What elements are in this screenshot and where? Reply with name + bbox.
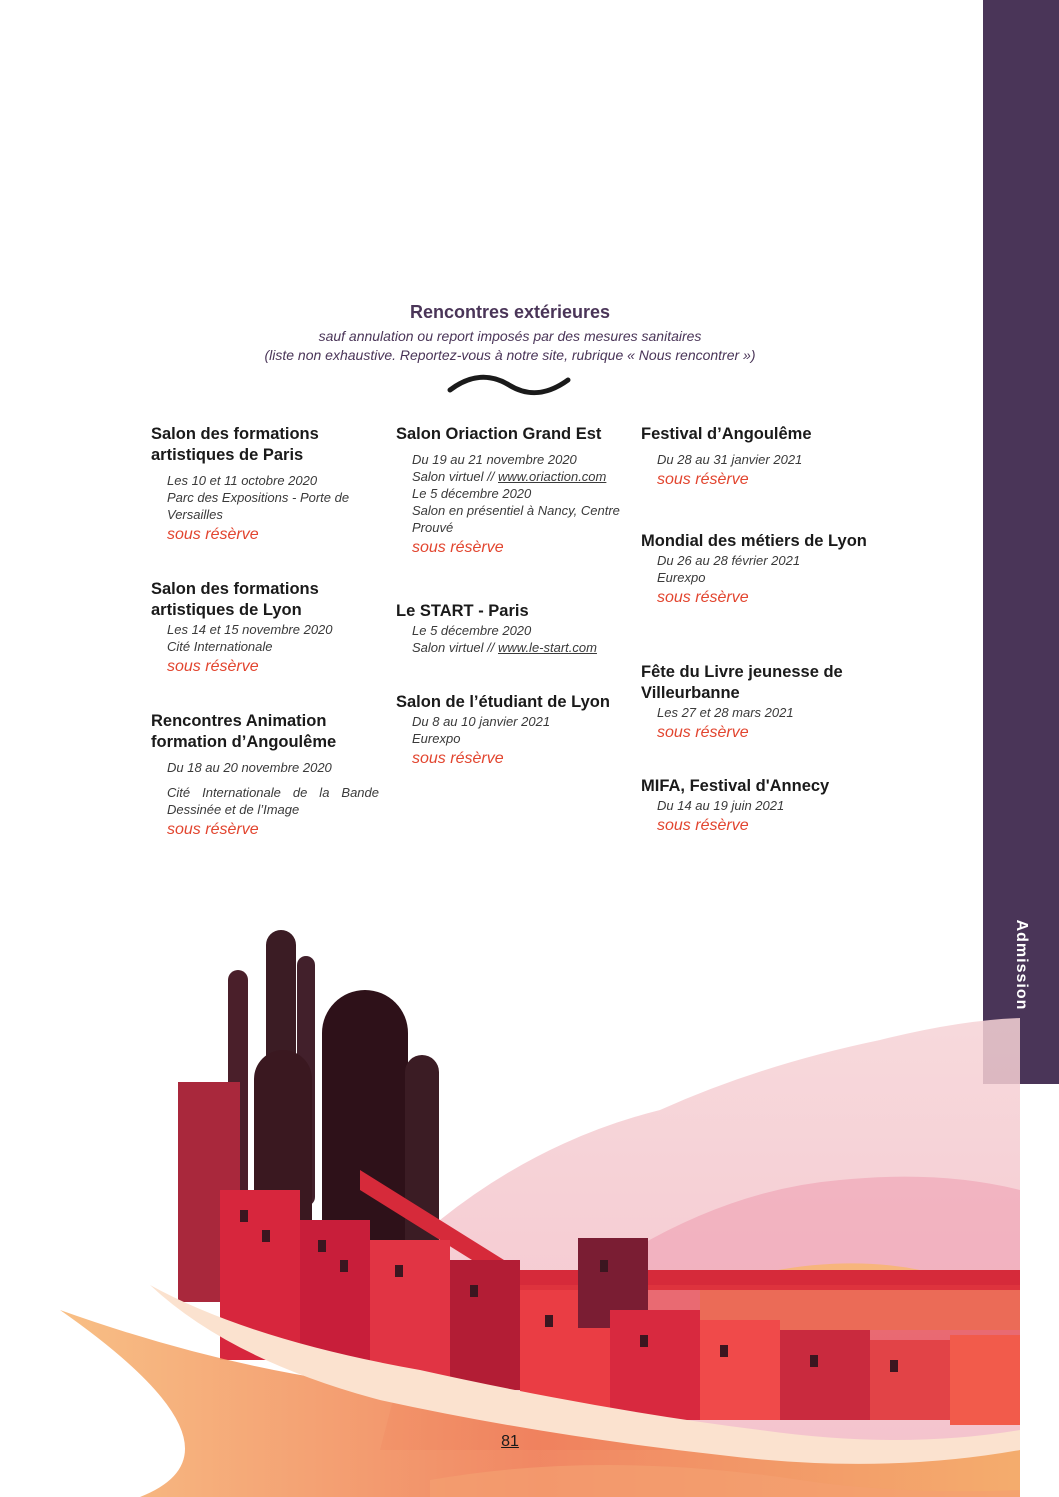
event-paris bbox=[151, 424, 391, 545]
event-date: Du 14 au 19 juin 2021 bbox=[657, 798, 785, 813]
city-illustration bbox=[0, 890, 1030, 1497]
event-title: Salon de l’étudiant de Lyon bbox=[396, 693, 610, 711]
page-title: Rencontres extérieures bbox=[409, 302, 611, 322]
subtitle-line-2: (liste non exhaustive. Reportez-vous à notre site, rubrique « Nous rencontrer ») bbox=[264, 347, 756, 363]
event-date: Le 5 décembre 2020 bbox=[412, 623, 532, 638]
page-number: 81 bbox=[501, 1433, 519, 1450]
reserve-note: sous résèrve bbox=[657, 724, 749, 741]
event-date: Du 19 au 21 novembre 2020 bbox=[412, 452, 577, 467]
event-lyon bbox=[151, 579, 391, 677]
event-date: Les 10 et 11 octobre 2020 bbox=[167, 473, 318, 488]
event-date: Du 8 au 10 janvier 2021 bbox=[412, 714, 551, 729]
event-title: Salon des formations artistiques de Paris bbox=[151, 425, 319, 464]
event-venue: Eurexpo bbox=[412, 731, 461, 746]
reserve-note: sous résèrve bbox=[412, 539, 504, 556]
event-venue: Salon en présentiel à Nancy, Centre Prouvé bbox=[412, 503, 620, 535]
event-venue: Parc des Expositions - Porte de Versailles bbox=[167, 490, 350, 522]
event-date: Du 28 au 31 janvier 2021 bbox=[657, 452, 803, 467]
tilde-divider-icon bbox=[446, 372, 572, 398]
event-mifa-annecy bbox=[641, 776, 881, 836]
event-virtual bbox=[412, 468, 636, 485]
reserve-note: sous résèrve bbox=[167, 821, 259, 838]
event-livre-jeunesse bbox=[641, 662, 881, 743]
reserve-note: sous résèrve bbox=[167, 658, 259, 675]
event-title: MIFA, Festival d'Annecy bbox=[641, 777, 830, 795]
event-venue: Cité Internationale de la Bande Dessinée et de l’Image bbox=[167, 785, 379, 817]
event-title: Festival d’Angoulême bbox=[641, 425, 812, 443]
subtitle-line-1: sauf annulation ou report imposés par des mesures sanitaires bbox=[318, 328, 702, 344]
reserve-note: sous résèrve bbox=[657, 589, 749, 606]
event-start-paris bbox=[396, 601, 636, 656]
event-oriaction bbox=[396, 424, 636, 558]
event-virtual bbox=[412, 639, 636, 656]
event-title: Le START - Paris bbox=[396, 602, 529, 620]
section-label: Admission bbox=[1013, 919, 1030, 1011]
start-link[interactable]: www.le-start.com bbox=[498, 640, 597, 655]
event-festival-angouleme bbox=[641, 424, 881, 490]
event-animation-angouleme bbox=[151, 711, 391, 840]
event-title: Salon des formations artistiques de Lyon bbox=[151, 580, 319, 619]
event-etudiant-lyon bbox=[396, 692, 636, 769]
event-title: Fête du Livre jeunesse de Villeurbanne bbox=[641, 663, 843, 702]
event-title: Salon Oriaction Grand Est bbox=[396, 425, 602, 443]
event-date-2: Le 5 décembre 2020 bbox=[412, 486, 532, 501]
event-mondial-metiers bbox=[641, 531, 881, 608]
event-date: Du 18 au 20 novembre 2020 bbox=[167, 760, 332, 775]
reserve-note: sous résèrve bbox=[657, 817, 749, 834]
reserve-note: sous résèrve bbox=[657, 471, 749, 488]
section-header bbox=[150, 302, 870, 365]
virtual-prefix: Salon virtuel // bbox=[412, 640, 498, 655]
virtual-prefix: Salon virtuel // bbox=[412, 469, 498, 484]
event-venue: Eurexpo bbox=[657, 570, 706, 585]
event-title: Mondial des métiers de Lyon bbox=[641, 532, 867, 550]
event-date: Du 26 au 28 février 2021 bbox=[657, 553, 801, 568]
reserve-note: sous résèrve bbox=[167, 526, 259, 543]
event-date: Les 14 et 15 novembre 2020 bbox=[167, 622, 333, 637]
event-title: Rencontres Animation formation d’Angoulême bbox=[151, 712, 337, 751]
reserve-note: sous résèrve bbox=[412, 750, 504, 767]
oriaction-link[interactable]: www.oriaction.com bbox=[498, 469, 607, 484]
event-date: Les 27 et 28 mars 2021 bbox=[657, 705, 794, 720]
event-venue: Cité Internationale bbox=[167, 639, 273, 654]
